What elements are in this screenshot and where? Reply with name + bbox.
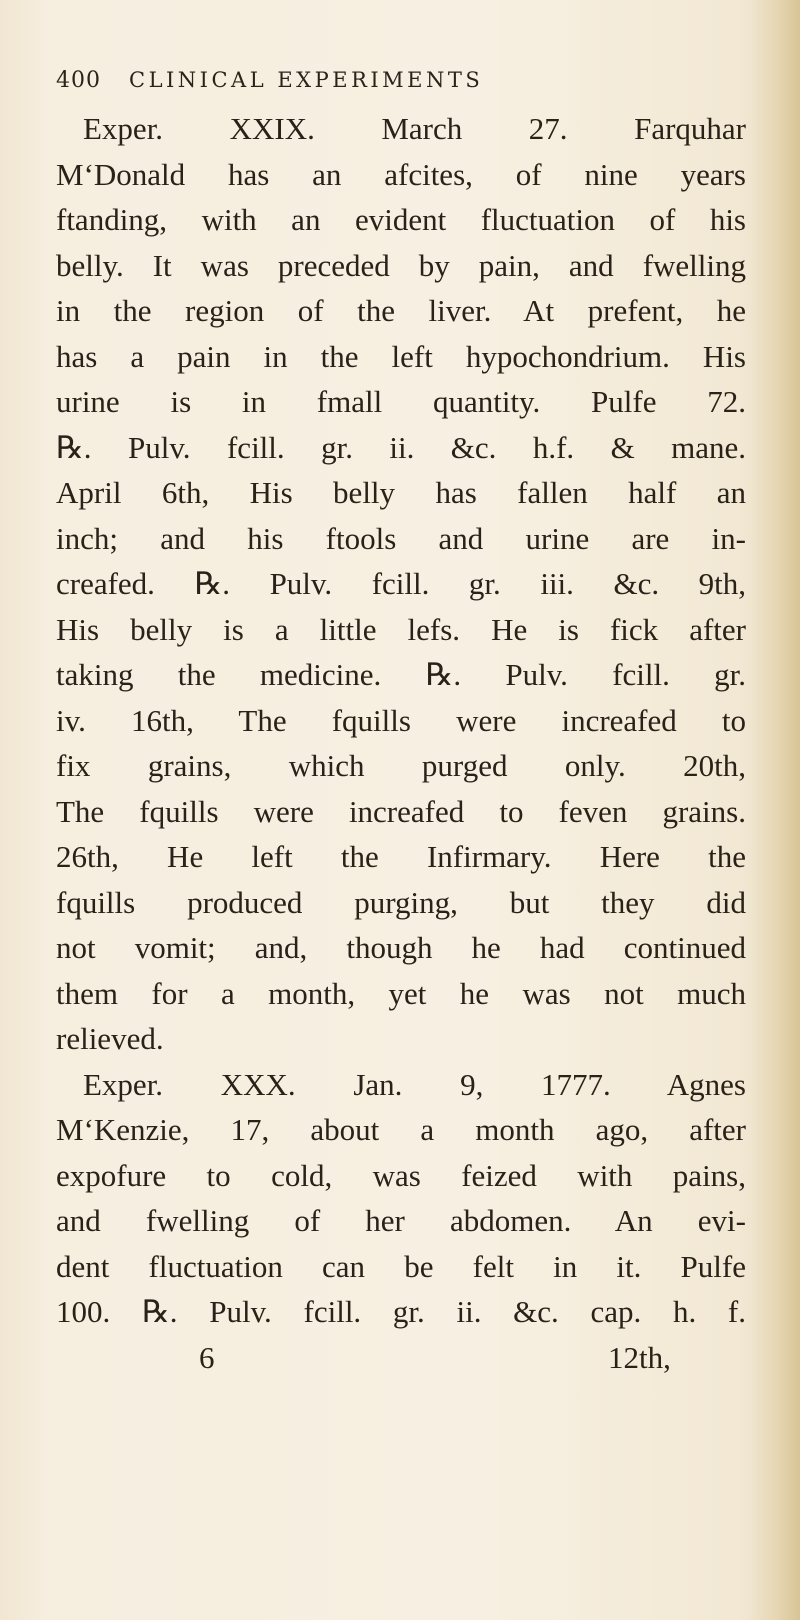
text-line: in the region of the liver. At prefent, he — [56, 293, 746, 328]
text-line: not vomit; and, though he had continued — [56, 930, 746, 965]
text-line: creafed. ℞. Pulv. fcill. gr. iii. &c. 9th, — [56, 566, 746, 601]
text-line: expofure to cold, was feized with pains, — [56, 1157, 746, 1193]
page-edge-shadow — [750, 0, 800, 1620]
text-line: relieved. — [56, 1021, 164, 1056]
text-line: iv. 16th, The fquills were increafed to — [56, 702, 746, 738]
text-line: belly. It was preceded by pain, and fwelling — [56, 247, 746, 283]
running-title: CLINICAL EXPERIMENTS — [129, 68, 484, 92]
text-line: M‘Kenzie, 17, about a month ago, after — [56, 1112, 746, 1147]
text-line: fix grains, which purged only. 20th, — [56, 748, 746, 783]
text-line: M‘Donald has an afcites, of nine years — [56, 156, 746, 192]
text-line: them for a month, yet he was not much — [56, 975, 746, 1011]
page-header — [56, 68, 736, 102]
text-line: dent fluctuation can be felt in it. Pulfe — [56, 1248, 746, 1284]
signature-mark: 6 — [199, 1339, 215, 1375]
text-line: His belly is a little lefs. He is fick after — [56, 611, 746, 647]
body-text — [56, 106, 746, 1380]
text-line: Exper. XXIX. March 27. Farquhar — [83, 111, 746, 146]
footer-line — [56, 1335, 746, 1381]
page-number: 400 — [56, 68, 101, 93]
text-line: ftanding, with an evident fluctuation of his — [56, 202, 746, 237]
catchword: 12th, — [608, 1339, 671, 1375]
text-line: inch; and his ftools and urine are in- — [56, 520, 746, 556]
text-line: Exper. XXX. Jan. 9, 1777. Agnes — [83, 1066, 746, 1102]
text-line: The fquills were increafed to feven grains. — [56, 793, 746, 829]
text-line: fquills produced purging, but they did — [56, 884, 746, 920]
text-line: taking the medicine. ℞. Pulv. fcill. gr. — [56, 657, 746, 692]
text-line: and fwelling of her abdomen. An evi- — [56, 1203, 746, 1238]
text-line: urine is in fmall quantity. Pulfe 72. — [56, 384, 746, 419]
text-line: ℞. Pulv. fcill. gr. ii. &c. h.f. & mane. — [56, 429, 746, 465]
text-line: 100. ℞. Pulv. fcill. gr. ii. &c. cap. h. f. — [56, 1294, 746, 1329]
text-line: 26th, He left the Infirmary. Here the — [56, 839, 746, 874]
text-line: has a pain in the left hypochondrium. His — [56, 338, 746, 374]
text-line: April 6th, His belly has fallen half an — [56, 475, 746, 510]
